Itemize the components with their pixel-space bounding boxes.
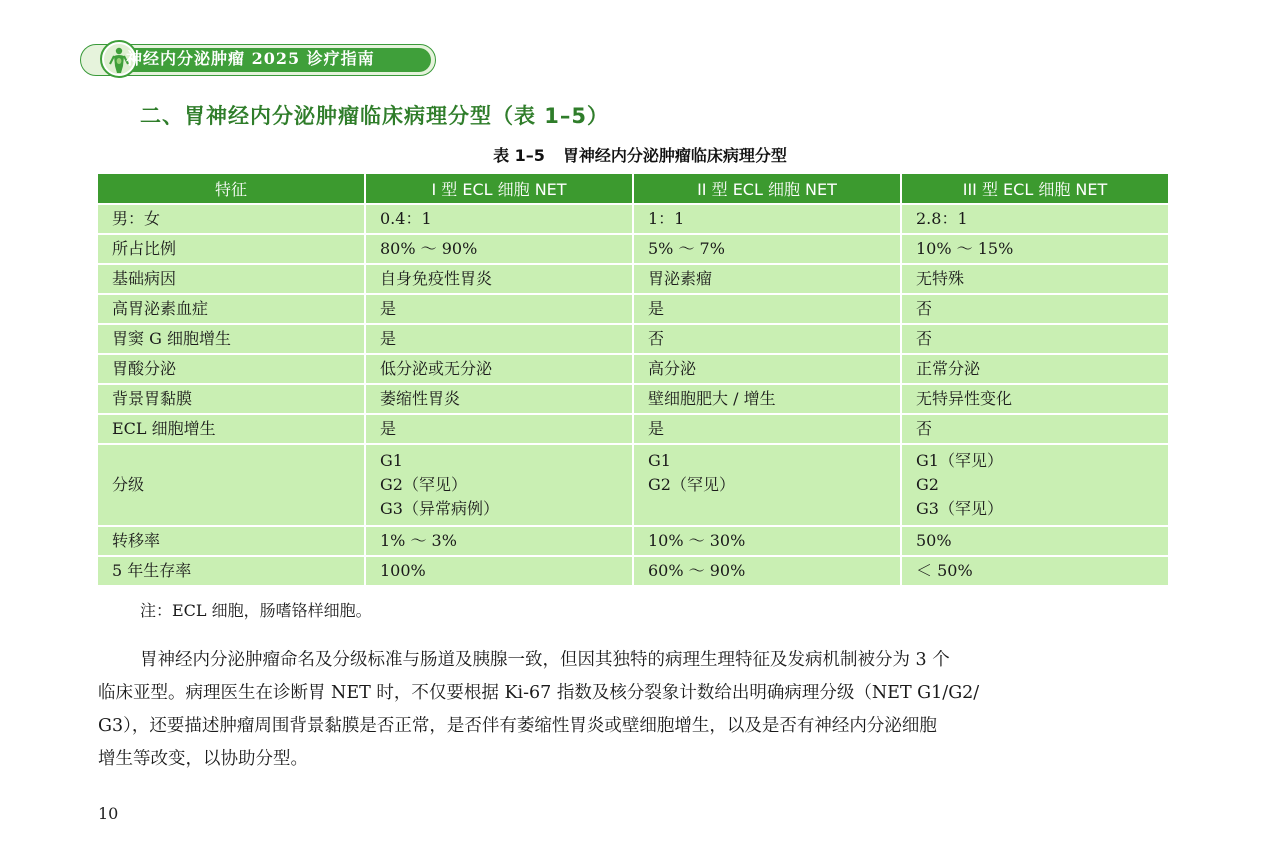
table-row	[98, 234, 1168, 264]
running-header	[80, 40, 438, 80]
grade-line: G2	[916, 475, 939, 494]
table-cell: 所占比例	[98, 234, 365, 264]
table-cell: 否	[633, 324, 901, 354]
table-cell: 高胃泌素血症	[98, 294, 365, 324]
column-header: I 型 ECL 细胞 NET	[365, 174, 633, 204]
table-caption-number: 表 1–5	[493, 146, 545, 165]
grade-line: G2（罕见）	[648, 475, 735, 494]
table-cell: 胃窦 G 细胞增生	[98, 324, 365, 354]
column-header: II 型 ECL 细胞 NET	[633, 174, 901, 204]
table-row	[98, 384, 1168, 414]
table-cell: 胃泌素瘤	[633, 264, 901, 294]
table-cell: 否	[901, 324, 1168, 354]
table-row	[98, 556, 1168, 586]
table-cell: 正常分泌	[901, 354, 1168, 384]
table-cell: 自身免疫性胃炎	[365, 264, 633, 294]
table-cell: 无特异性变化	[901, 384, 1168, 414]
paragraph-line: 胃神经内分泌肿瘤命名及分级标准与肠道及胰腺一致，但因其独特的病理生理特征及发病机制被分为 3 个	[140, 650, 950, 670]
table-cell: 胃酸分泌	[98, 354, 365, 384]
table-caption	[0, 143, 1280, 166]
table-cell: 无特殊	[901, 264, 1168, 294]
table-cell: 否	[901, 294, 1168, 324]
table-cell: 男：女	[98, 204, 365, 234]
table-cell: 5% ～ 7%	[633, 234, 901, 264]
table-cell: 2.8：1	[901, 204, 1168, 234]
table-cell: 是	[633, 294, 901, 324]
table-cell: 80% ～ 90%	[365, 234, 633, 264]
table-cell: 背景胃黏膜	[98, 384, 365, 414]
classification-table	[98, 174, 1168, 587]
paragraph-line: 临床亚型。病理医生在诊断胃 NET 时，不仅要根据 Ki-67 指数及核分裂象计数给出明确病理分级（NET G1/G2/	[98, 683, 980, 703]
table-caption-title: 胃神经内分泌肿瘤临床病理分型	[562, 146, 787, 165]
grade-row	[98, 444, 1168, 526]
table-row	[98, 324, 1168, 354]
table-row	[98, 354, 1168, 384]
page-number: 10	[98, 804, 119, 823]
table-header-row	[98, 174, 1168, 204]
column-header: 特征	[98, 174, 365, 204]
table-cell: 60% ～ 90%	[633, 556, 901, 586]
table-cell: 是	[365, 414, 633, 444]
grade-line: G2（罕见）	[380, 475, 467, 494]
table-cell: 10% ～ 15%	[901, 234, 1168, 264]
section-heading: 二、胃神经内分泌肿瘤临床病理分型（表 1–5）	[140, 104, 610, 128]
table-cell: 10% ～ 30%	[633, 526, 901, 556]
body-paragraph	[98, 644, 1170, 776]
table-cell: 0.4：1	[365, 204, 633, 234]
table-cell: 是	[633, 414, 901, 444]
table-cell	[365, 444, 633, 526]
table-row	[98, 204, 1168, 234]
table-cell: ＜ 50%	[901, 556, 1168, 586]
table-cell: 基础病因	[98, 264, 365, 294]
table-cell: 转移率	[98, 526, 365, 556]
paragraph-line: G3），还要描述肿瘤周围背景黏膜是否正常，是否伴有萎缩性胃炎或壁细胞增生，以及是否有神经内分泌细胞	[98, 716, 937, 736]
table-note: 注：ECL 细胞，肠嗜铬样细胞。	[140, 601, 372, 620]
table-cell: 否	[901, 414, 1168, 444]
grade-line: G1（罕见）	[916, 451, 1003, 470]
table-cell: 高分泌	[633, 354, 901, 384]
table-cell: 分级	[98, 444, 365, 526]
column-header: III 型 ECL 细胞 NET	[901, 174, 1168, 204]
table-row	[98, 294, 1168, 324]
table-cell: ECL 细胞增生	[98, 414, 365, 444]
table-cell: 1% ～ 3%	[365, 526, 633, 556]
table-row	[98, 264, 1168, 294]
grade-line: G3（罕见）	[916, 499, 1003, 518]
grade-line: G1	[648, 451, 671, 470]
table-row	[98, 526, 1168, 556]
grade-line: G3（异常病例）	[380, 499, 499, 518]
table-cell	[901, 444, 1168, 526]
paragraph-line: 增生等改变，以协助分型。	[98, 749, 308, 769]
grade-line: G1	[380, 451, 403, 470]
table-row	[98, 414, 1168, 444]
header-title: 神经内分泌肿瘤 2025 诊疗指南	[126, 49, 375, 68]
table-cell: 壁细胞肥大 / 增生	[633, 384, 901, 414]
table-cell: 1：1	[633, 204, 901, 234]
table-cell: 萎缩性胃炎	[365, 384, 633, 414]
table-cell: 5 年生存率	[98, 556, 365, 586]
table-cell: 50%	[901, 526, 1168, 556]
table-cell: 是	[365, 294, 633, 324]
table-cell: 是	[365, 324, 633, 354]
table-cell	[633, 444, 901, 526]
table-cell: 100%	[365, 556, 633, 586]
table-cell: 低分泌或无分泌	[365, 354, 633, 384]
